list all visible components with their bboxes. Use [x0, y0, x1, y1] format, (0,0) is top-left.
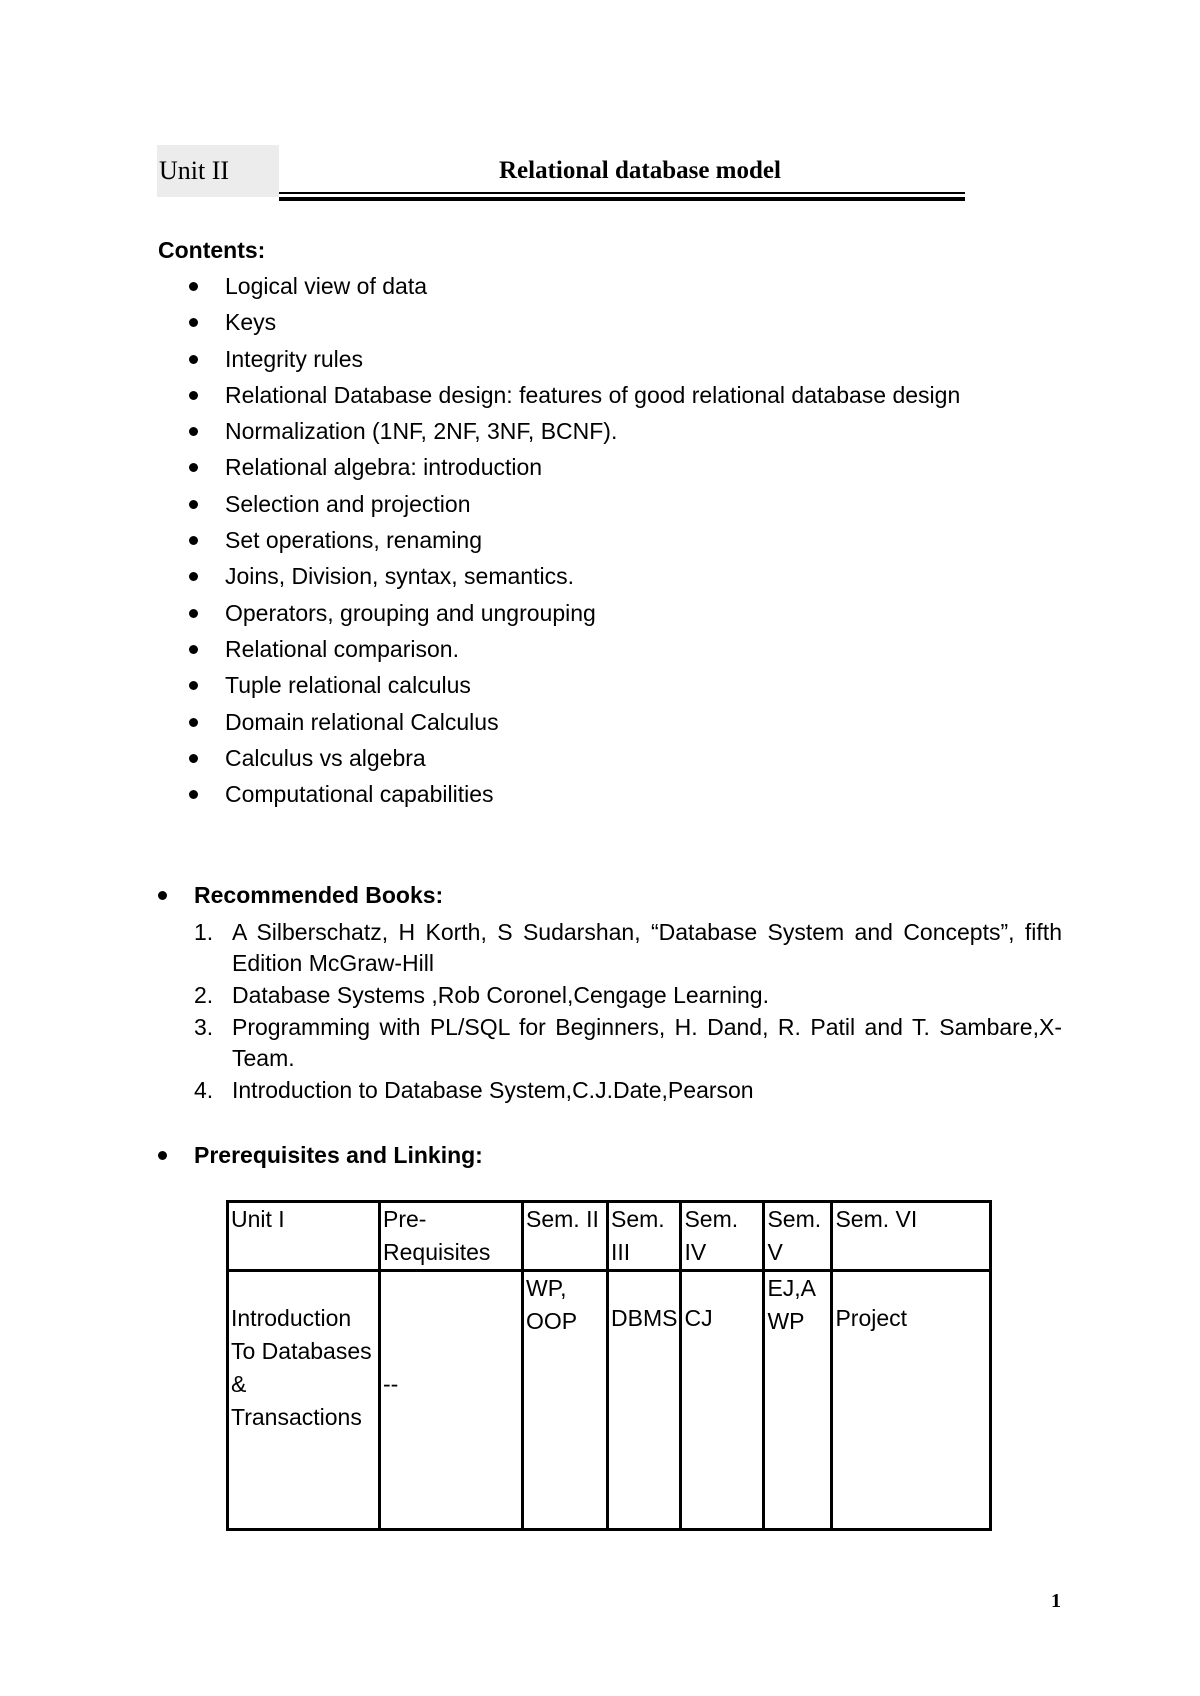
contents-label: Contents:	[158, 237, 266, 263]
table-cell-sem5: EJ,A WP	[764, 1271, 832, 1530]
books-list	[194, 917, 1062, 1107]
table-cell-prereq: --	[380, 1271, 523, 1530]
page-number: 1	[1051, 1590, 1061, 1612]
book-text: Database Systems ,Rob Coronel,Cengage Learning.	[232, 982, 769, 1008]
list-item: Domain relational Calculus	[158, 704, 960, 740]
list-item: Relational algebra: introduction	[158, 449, 960, 485]
unit-label: Unit II	[157, 145, 279, 197]
list-item: Keys	[158, 304, 960, 340]
list-item: Relational comparison.	[158, 631, 960, 667]
prerequisites-table	[226, 1200, 992, 1531]
book-item	[194, 1012, 1062, 1074]
book-number: 3.	[194, 1014, 214, 1040]
table-header-cell: Sem. IV	[681, 1202, 764, 1271]
list-item: Joins, Division, syntax, semantics.	[158, 558, 960, 594]
list-item: Logical view of data	[158, 268, 960, 304]
table-header-cell: Unit I	[228, 1202, 380, 1271]
header-rule	[279, 192, 965, 194]
table-header-cell: Sem. VI	[832, 1202, 991, 1271]
book-text: Introduction to Database System,C.J.Date,Pearson	[232, 1077, 754, 1103]
list-item: Computational capabilities	[158, 776, 960, 812]
list-item: Selection and projection	[158, 486, 960, 522]
book-item	[194, 1075, 1062, 1106]
book-item	[194, 917, 1062, 979]
table-header-cell: Sem. III	[608, 1202, 681, 1271]
book-number: 1.	[194, 919, 214, 945]
table-header-cell: Sem. II	[523, 1202, 608, 1271]
table-header-cell: Pre-Requisites	[380, 1202, 523, 1271]
table-cell-unit: Introduction To Databases & Transactions	[228, 1271, 380, 1530]
table-cell-sem3: DBMS	[608, 1271, 681, 1530]
table-cell-sem4: CJ	[681, 1271, 764, 1530]
list-item: Set operations, renaming	[158, 522, 960, 558]
books-heading: Recommended Books:	[158, 882, 443, 909]
list-item: Tuple relational calculus	[158, 667, 960, 703]
list-item: Calculus vs algebra	[158, 740, 960, 776]
table-row	[228, 1271, 991, 1530]
book-number: 2.	[194, 982, 214, 1008]
contents-list	[158, 268, 960, 812]
book-text: A Silberschatz, H Korth, S Sudarshan, “Database System and Concepts”, fifth Edition McGraw-Hill	[232, 919, 1062, 976]
table-header-row	[228, 1202, 991, 1271]
list-item: Normalization (1NF, 2NF, 3NF, BCNF).	[158, 413, 960, 449]
book-number: 4.	[194, 1077, 214, 1103]
table-cell-sem2: WP, OOP	[523, 1271, 608, 1530]
prerequisites-heading: Prerequisites and Linking:	[158, 1142, 483, 1169]
book-item	[194, 980, 1062, 1011]
page-header	[157, 145, 965, 197]
list-item: Operators, grouping and ungrouping	[158, 595, 960, 631]
table-header-cell: Sem. V	[764, 1202, 832, 1271]
header-rule-thick	[279, 197, 965, 201]
page-title: Relational database model	[499, 157, 781, 184]
list-item: Relational Database design: features of good relational database design	[158, 377, 960, 413]
table-cell-sem6: Project	[832, 1271, 991, 1530]
list-item: Integrity rules	[158, 341, 960, 377]
book-text: Programming with PL/SQL for Beginners, H. Dand, R. Patil and T. Sambare,X-Team.	[232, 1014, 1062, 1071]
